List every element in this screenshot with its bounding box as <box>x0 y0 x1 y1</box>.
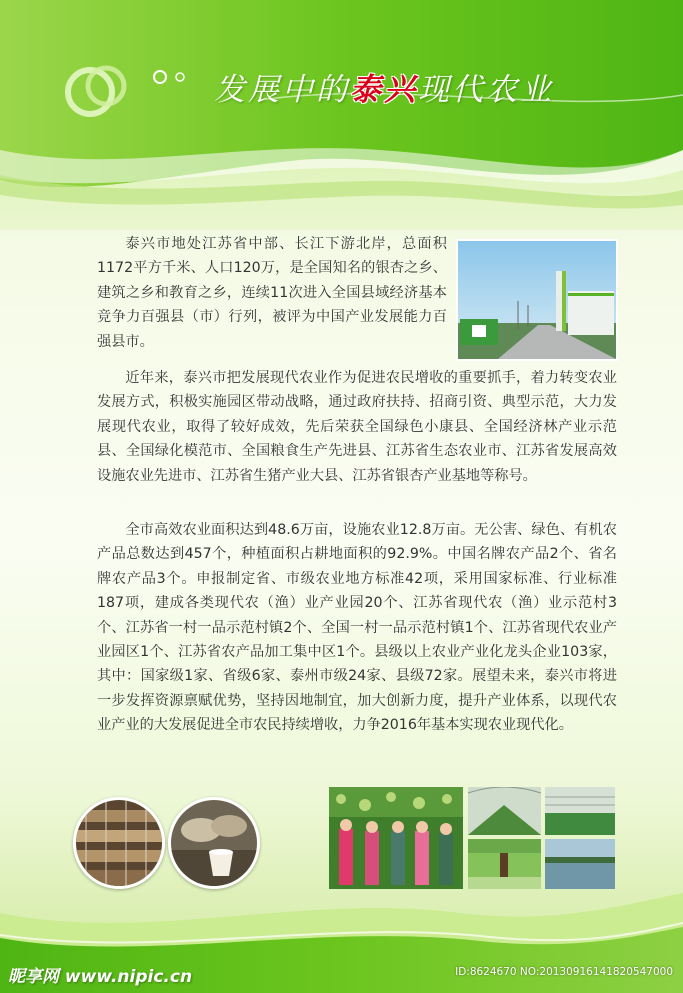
page-title <box>214 64 554 109</box>
road-monument-photo <box>456 239 618 361</box>
title-prefix: 发展中的 <box>214 72 350 108</box>
intro-paragraph: 泰兴市地处江苏省中部、长江下游北岸，总面积1172平方千米、人口120万，是全国知名的银杏之乡、建筑之乡和教育之乡，连续11次进入全国县域经济基本竞争力百强县（市）行列，被评为中国产业发展能力百强县市。 <box>97 236 447 350</box>
title-accent: 泰兴 <box>350 72 418 108</box>
image-id-watermark: ID:8624670 NO:20130916141820547000 <box>455 966 673 978</box>
site-watermark: 昵享网 www.nipic.cn <box>8 967 193 987</box>
rings-logo-icon <box>60 52 200 132</box>
statistics-paragraph: 全市高效农业面积达到48.6万亩，设施农业12.8万亩。无公害、绿色、有机农产品总数达到457个，种植面积占耕地面积的92.9%。中国名牌农产品2个、省名牌农产品3个。申报制定省、市级农业地方标准42项，采用国家标准、行业标准187项，建成各类现代农（渔）业产业园20个、江苏省现代农（渔）业示范村3个、江苏省一村一品示范村镇2个、全国一村一品示范村镇1个、江苏省现代农业产业园区1个、江苏省农产品加工集中区1个。县级以上农业产业化龙头企业103家，其中：国家级1家、省级6家、泰州市级24家、县级72家。展望未来，泰兴市将进一步发挥资源禀赋优势，坚持因地制宜，加大创新力度，提升产业体系，以现代农业产业的大发展促进全市农民持续增收，力争2016年基本实现农业现代化。 <box>97 522 617 734</box>
development-paragraph: 近年来，泰兴市把发展现代农业作为促进农民增收的重要抓手，着力转变农业发展方式，积极实施园区带动战略，通过政府扶持、招商引资、典型示范，大力发展现代农业，取得了较好成效，先后荣获全国绿色小康县、全国经济林产业示范县、全国绿化模范市、全国粮食生产先进县、江苏省生态农业市、江苏省发展高效设施农业先进市、江苏省生猪产业大县、江苏省银杏产业基地等称号。 <box>97 370 617 484</box>
title-suffix: 现代农业 <box>418 72 554 108</box>
